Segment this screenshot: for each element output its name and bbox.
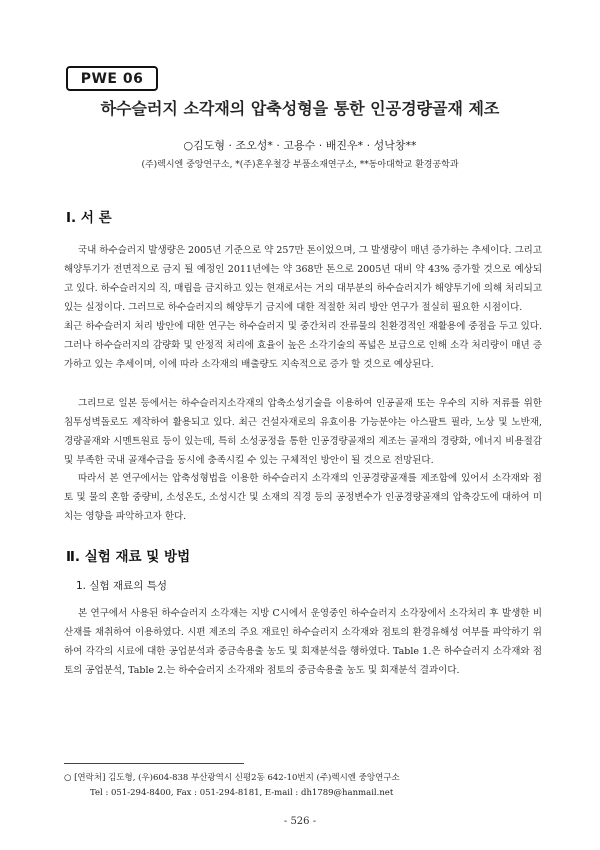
page-number: - 526 - (283, 816, 317, 827)
affiliations: (주)렉시엔 중앙연구소, *(주)혼우철강 부품소재연구소, **동아대학교 환경공학과 (141, 160, 459, 170)
subsection-heading-materials: 1. 실험 재료의 특성 (76, 580, 168, 592)
footnote-phone-email: Tel : 051-294-8400, Fax : 051-294-8181, E-mail : dh1789@hanmail.net (90, 788, 394, 798)
intro-paragraph-2: 최근 하수슬러지 처리 방안에 대한 연구는 하수슬러지 및 중간처리 잔류물의 친환경적인 재활용에 중점을 두고 있다. 그러나 하수슬러지의 감량화 및 안정적 처리에 효율이 높은 소각기술의 폭넓은 보급으로 인해 소각 처리량이 매년 증가하고 있는 추세이며, 이에 따라 소각재의 배출량도 지속적으로 증가 할 것으로 예상된다. (64, 321, 542, 370)
intro-paragraph-1: 국내 하수슬러지 발생량은 2005년 기준으로 약 257만 톤이었으며, 그 발생량이 매년 증가하는 추세이다. 그리고 해양투기가 전면적으로 금지 될 예정인 2011년에는 약 368만 톤으로 2005년 대비 약 43% 증가할 것으로 예상되고 있다. 하수슬러지의 직, 매립을 금지하고 있는 현재로서는 거의 대부분의 하수슬러지가 해양투기에 의해 처리되고 있는 실정이다. 그러므로 하수슬러지의 해양투기 금지에 대한 적절한 처리 방안 연구가 절실히 필요한 시점이다. (64, 245, 542, 313)
author-list: ○김도형 · 조오성* · 고용수 · 배진우* · 성낙창** (183, 139, 417, 152)
intro-paragraph-3: 그리므로 일본 등에서는 하수슬러지소각재의 압축소성기술을 이용하여 인공골재 또는 우수의 지하 저류를 위한 침투성벽돌로도 제작하여 활용되고 있다. 최근 건설자재로의 유효이용 가능분야는 아스팔트 필라, 노상 및 노반재, 경량골재와 시멘트원료 등이 있는데, 특히 소성공정을 통한 인공경량골재의 제조는 골재의 경량화, 에너지 비용절감 및 부족한 국내 골재수급을 동시에 충족시킬 수 있는 구체적인 방안이 될 것으로 전망된다. (64, 398, 542, 466)
section-heading-methods: Ⅱ. 실험 재료 및 방법 (66, 549, 191, 565)
intro-paragraph-4: 따라서 본 연구에서는 압축성형법을 이용한 하수슬러지 소각재의 인공경량골재를 제조함에 있어서 소각재와 점토 및 물의 혼합 중량비, 소성온도, 소성시간 및 소재의 직경 등의 공정변수가 인공경량골재의 압축강도에 대하여 미치는 영향을 파악하고자 한다. (64, 473, 542, 522)
footnote (64, 771, 534, 801)
paper-title: 하수슬러지 소각재의 압축성형을 통한 인공경량골재 제조 (100, 99, 500, 118)
footnote-divider (64, 763, 244, 764)
methods-paragraph-1: 본 연구에서 사용된 하수슬러지 소각재는 지방 C시에서 운영중인 하수슬러지 소각장에서 소각처리 후 발생한 비산재를 채취하여 이용하였다. 시편 제조의 주요 재료인 하수슬러지 소각재와 점토의 환경유해성 여부를 파악하기 위하여 각각의 시료에 대한 공업분석과 중금속용출 농도 및 회재분석을 행하였다. Table 1.은 하수슬러지 소각재와 점토의 공업분석, Table 2.는 하수슬러지 소각재와 점토의 중금속용출 농도 및 회재분석 결과이다. (64, 608, 542, 676)
footnote-contact: ○ [연락처] 김도형, (우)604-838 부산광역시 신평2동 642-10번지 (주)렉시엔 중앙연구소 (64, 773, 400, 783)
paper-code-badge: PWE 06 (66, 66, 158, 91)
section-heading-introduction: Ⅰ. 서 론 (66, 210, 112, 226)
